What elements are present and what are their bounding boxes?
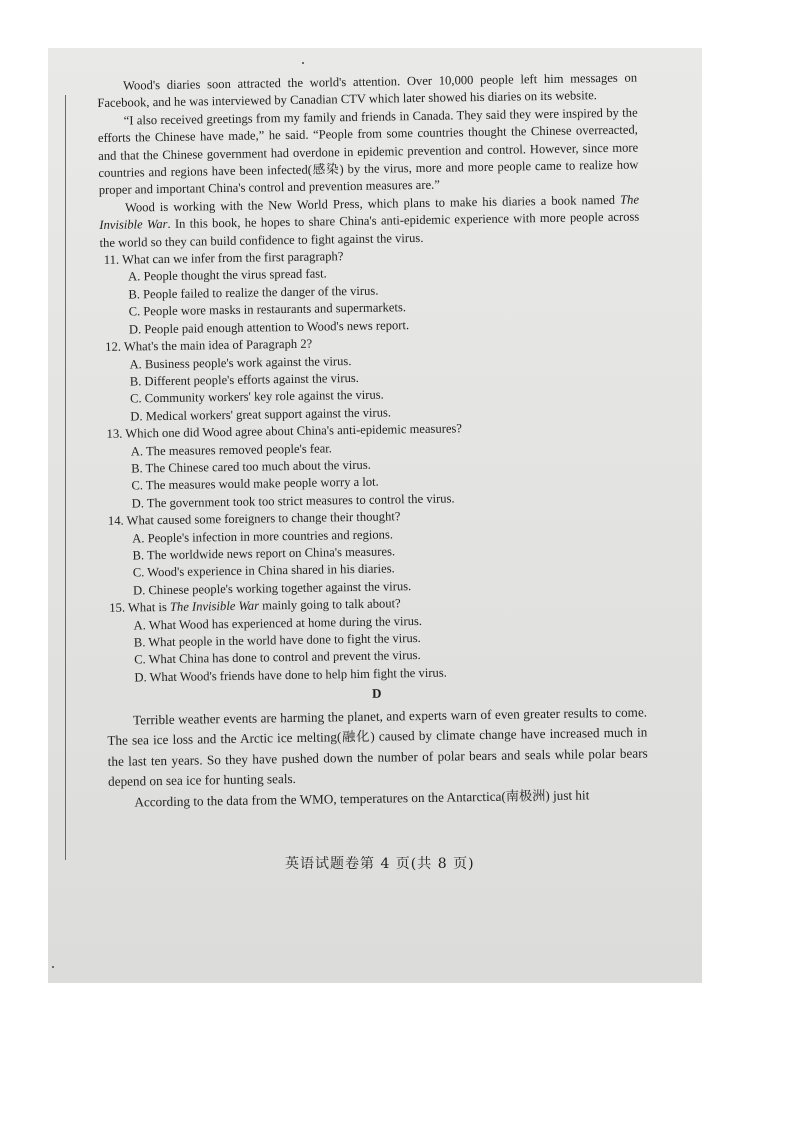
option: A. People's infection in more countries and regions. — [132, 526, 394, 546]
question-stem: 11. What can we infer from the first paragraph? — [103, 249, 344, 267]
option: A. Business people's work against the virus. — [129, 353, 352, 372]
passage-paragraph: Wood is working with the New World Press, which plans to make his diaries a book named The Invisible War. In this book, he hopes to share China's anti-epidemic experience with more people across the world so they can build confidence to fight against the virus. — [99, 192, 640, 250]
option: D. People paid enough attention to Wood's news report. — [128, 317, 410, 337]
question-13 — [102, 418, 643, 514]
passage-paragraph: Terrible weather events are harming the planet, and experts warn of even greater results to come. The sea ice loss and the Arctic ice melting(融化) caused by climate change have increased much in the last ten years. So they have pushed down the number of polar bears and seals while polar bears depend on sea ice for hunting seals. — [107, 704, 648, 790]
page-footer: 英语试题卷第 4 页(共 8 页) — [285, 856, 475, 872]
section-heading: D — [371, 685, 382, 701]
option: B. The worldwide news report on China's measures. — [132, 544, 396, 563]
option: C. The measures would make people worry a lot. — [131, 474, 379, 493]
question-stem: 13. Which one did Wood agree about China's anti-epidemic measures? — [106, 421, 463, 442]
option: B. What people in the world have done to fight the virus. — [133, 630, 421, 650]
passage-paragraph: According to the data from the WMO, temperatures on the Antarctica(南极洲) just hit — [134, 786, 590, 810]
option: D. What Wood's friends have done to help him fight the virus. — [134, 665, 447, 685]
option: A. People thought the virus spread fast. — [128, 266, 327, 285]
option: C. Wood's experience in China shared in his diaries. — [132, 561, 395, 580]
option: C. People wore masks in restaurants and supermarkets. — [128, 300, 407, 319]
option: B. Different people's efforts against the virus. — [129, 370, 359, 389]
option: C. What China has done to control and prevent the virus. — [134, 648, 421, 667]
option: D. Chinese people's working together against the virus. — [132, 578, 412, 598]
passage-paragraph: Wood's diaries soon attracted the world's attention. Over 10,000 people left him messages on Facebook, and he was interviewed by Canadian CTV which later showed his diaries on its website. — [97, 70, 638, 111]
question-stem: 14. What caused some foreigners to change their thought? — [107, 509, 401, 529]
option: A. The measures removed people's fear. — [130, 440, 332, 459]
option: B. The Chinese cared too much about the virus. — [131, 457, 371, 476]
question-12 — [101, 331, 642, 427]
option: C. Community workers' key role against the virus. — [129, 387, 384, 406]
passage-paragraph: “I also received greetings from my family and friends in Canada. They said they were inspired by the efforts the Chinese have made,” he said. “People from some countries thought the Chinese overreacted, and that the Chinese government had overdone in epidemic prevention and control. However, since more countries and regions have been infected(感染) by the virus, more and more people came to realize how proper and important China's control and prevention measures are.” — [97, 105, 639, 198]
book-title: The Invisible War — [169, 598, 260, 615]
question-stem: 12. What's the main idea of Paragraph 2? — [105, 336, 313, 354]
speck — [52, 966, 54, 968]
option: B. People failed to realize the danger of the virus. — [128, 283, 379, 302]
option: D. Medical workers' great support against the virus. — [130, 405, 392, 424]
question-11 — [100, 244, 641, 340]
question-15 — [105, 592, 646, 688]
book-title: The Invisible War — [99, 192, 640, 233]
question-14 — [104, 505, 645, 601]
option: D. The government took too strict measures to control the virus. — [131, 491, 455, 511]
speck — [302, 62, 304, 64]
option: A. What Wood has experienced at home during the virus. — [133, 613, 423, 633]
question-stem: 15. What is The Invisible War mainly going to talk about? — [109, 596, 401, 616]
margin-rule — [65, 95, 66, 860]
exam-page-content — [97, 70, 648, 814]
